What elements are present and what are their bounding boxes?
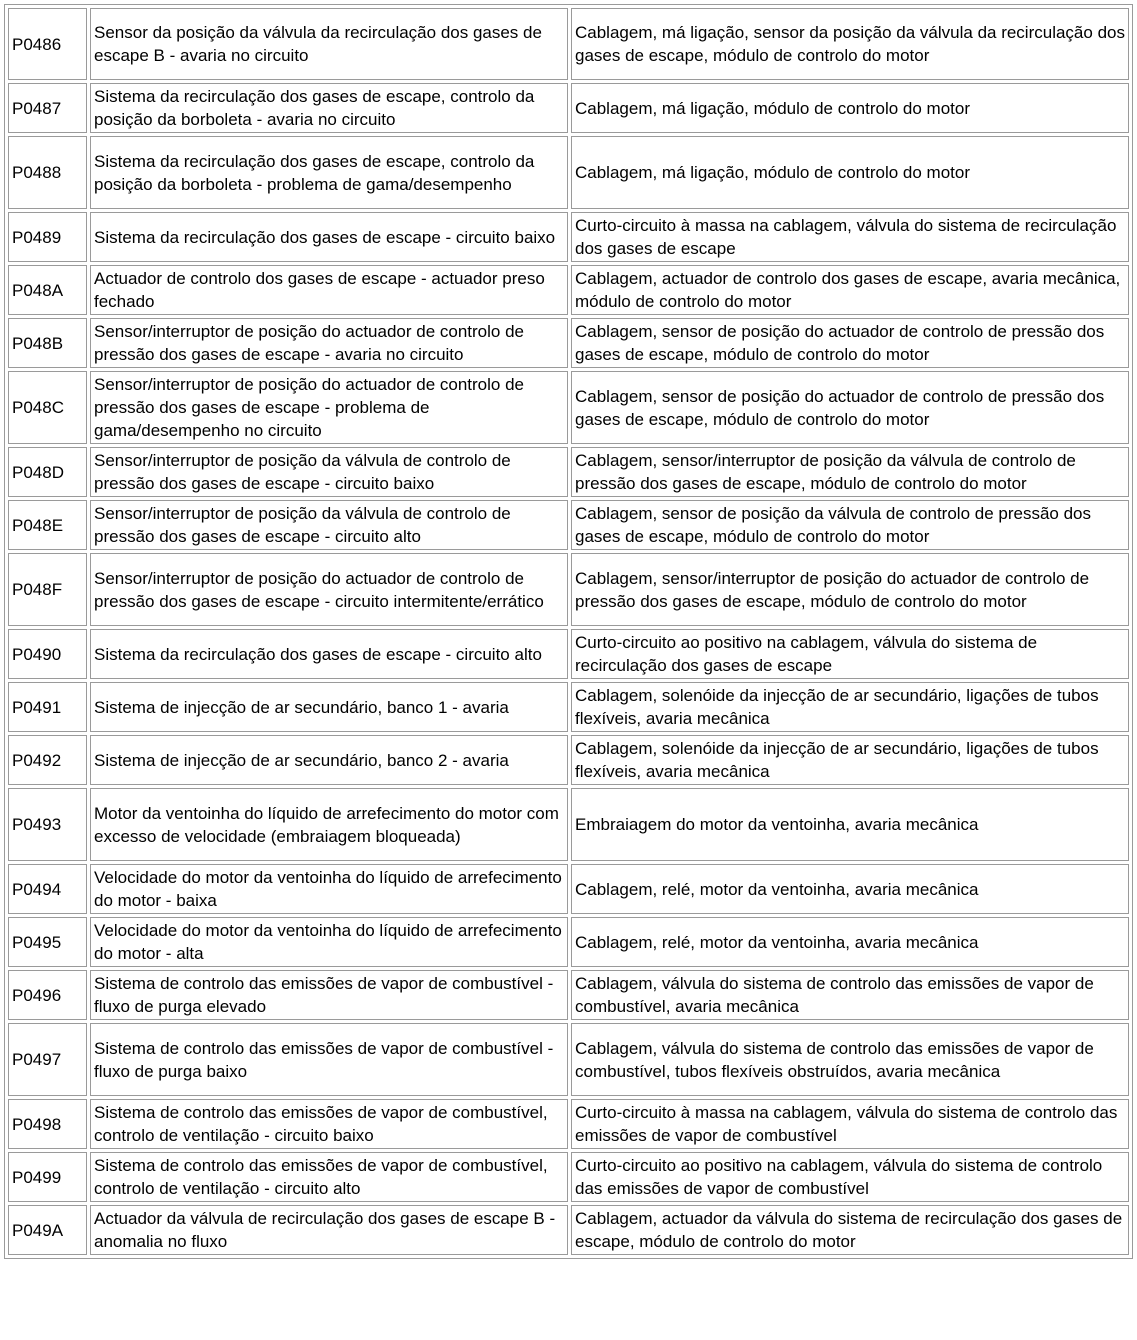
fault-code-cell: P0497 xyxy=(8,1023,87,1096)
table-row xyxy=(8,1023,1129,1096)
possible-causes-cell: Embraiagem do motor da ventoinha, avaria mecânica xyxy=(571,788,1129,861)
possible-causes-cell: Cablagem, actuador da válvula do sistema de recirculação dos gases de escape, módulo de controlo do motor xyxy=(571,1205,1129,1255)
possible-causes-cell: Cablagem, relé, motor da ventoinha, avaria mecânica xyxy=(571,917,1129,967)
fault-code-cell: P0492 xyxy=(8,735,87,785)
table-row xyxy=(8,265,1129,315)
table-row xyxy=(8,553,1129,626)
fault-code-cell: P048D xyxy=(8,447,87,497)
table-row xyxy=(8,917,1129,967)
possible-causes-cell: Cablagem, sensor de posição do actuador de controlo de pressão dos gases de escape, módulo de controlo do motor xyxy=(571,371,1129,444)
table-row xyxy=(8,500,1129,550)
fault-code-cell: P0487 xyxy=(8,83,87,133)
table-row xyxy=(8,447,1129,497)
description-cell: Sensor/interruptor de posição da válvula de controlo de pressão dos gases de escape - circuito alto xyxy=(90,500,568,550)
table-row xyxy=(8,318,1129,368)
description-cell: Sistema de injecção de ar secundário, banco 1 - avaria xyxy=(90,682,568,732)
fault-code-cell: P048C xyxy=(8,371,87,444)
description-cell: Sensor da posição da válvula da recirculação dos gases de escape B - avaria no circuito xyxy=(90,8,568,80)
possible-causes-cell: Cablagem, solenóide da injecção de ar secundário, ligações de tubos flexíveis, avaria mecânica xyxy=(571,682,1129,732)
possible-causes-cell: Cablagem, solenóide da injecção de ar secundário, ligações de tubos flexíveis, avaria mecânica xyxy=(571,735,1129,785)
possible-causes-cell: Cablagem, sensor de posição da válvula de controlo de pressão dos gases de escape, módulo de controlo do motor xyxy=(571,500,1129,550)
fault-code-cell: P0490 xyxy=(8,629,87,679)
possible-causes-cell: Curto-circuito ao positivo na cablagem, válvula do sistema de recirculação dos gases de escape xyxy=(571,629,1129,679)
table-row xyxy=(8,136,1129,209)
table-row xyxy=(8,1205,1129,1255)
table-row xyxy=(8,212,1129,262)
possible-causes-cell: Cablagem, válvula do sistema de controlo das emissões de vapor de combustível, avaria mecânica xyxy=(571,970,1129,1020)
possible-causes-cell: Cablagem, relé, motor da ventoinha, avaria mecânica xyxy=(571,864,1129,914)
description-cell: Sistema de controlo das emissões de vapor de combustível - fluxo de purga baixo xyxy=(90,1023,568,1096)
table-row xyxy=(8,682,1129,732)
fault-code-cell: P0489 xyxy=(8,212,87,262)
fault-code-cell: P0494 xyxy=(8,864,87,914)
description-cell: Sistema de controlo das emissões de vapor de combustível, controlo de ventilação - circuito alto xyxy=(90,1152,568,1202)
description-cell: Velocidade do motor da ventoinha do líquido de arrefecimento do motor - baixa xyxy=(90,864,568,914)
table-row xyxy=(8,629,1129,679)
fault-code-cell: P0499 xyxy=(8,1152,87,1202)
description-cell: Sistema de controlo das emissões de vapor de combustível, controlo de ventilação - circuito baixo xyxy=(90,1099,568,1149)
fault-code-cell: P0496 xyxy=(8,970,87,1020)
description-cell: Sistema da recirculação dos gases de escape, controlo da posição da borboleta - avaria no circuito xyxy=(90,83,568,133)
possible-causes-cell: Cablagem, sensor/interruptor de posição da válvula de controlo de pressão dos gases de escape, módulo de controlo do motor xyxy=(571,447,1129,497)
possible-causes-cell: Cablagem, sensor de posição do actuador de controlo de pressão dos gases de escape, módulo de controlo do motor xyxy=(571,318,1129,368)
possible-causes-cell: Curto-circuito ao positivo na cablagem, válvula do sistema de controlo das emissões de vapor de combustível xyxy=(571,1152,1129,1202)
table-row xyxy=(8,1152,1129,1202)
fault-code-cell: P049A xyxy=(8,1205,87,1255)
table-row xyxy=(8,788,1129,861)
description-cell: Motor da ventoinha do líquido de arrefecimento do motor com excesso de velocidade (embraiagem bloqueada) xyxy=(90,788,568,861)
description-cell: Sensor/interruptor de posição do actuador de controlo de pressão dos gases de escape - circuito intermitente/errático xyxy=(90,553,568,626)
possible-causes-cell: Curto-circuito à massa na cablagem, válvula do sistema de controlo das emissões de vapor de combustível xyxy=(571,1099,1129,1149)
possible-causes-cell: Cablagem, má ligação, sensor da posição da válvula da recirculação dos gases de escape, módulo de controlo do motor xyxy=(571,8,1129,80)
fault-code-cell: P0488 xyxy=(8,136,87,209)
description-cell: Sistema de controlo das emissões de vapor de combustível - fluxo de purga elevado xyxy=(90,970,568,1020)
fault-code-cell: P048A xyxy=(8,265,87,315)
fault-code-cell: P0495 xyxy=(8,917,87,967)
fault-code-cell: P048B xyxy=(8,318,87,368)
possible-causes-cell: Curto-circuito à massa na cablagem, válvula do sistema de recirculação dos gases de escape xyxy=(571,212,1129,262)
possible-causes-cell: Cablagem, má ligação, módulo de controlo do motor xyxy=(571,136,1129,209)
description-cell: Sistema da recirculação dos gases de escape, controlo da posição da borboleta - problema de gama/desempenho xyxy=(90,136,568,209)
description-cell: Sistema de injecção de ar secundário, banco 2 - avaria xyxy=(90,735,568,785)
fault-code-cell: P048E xyxy=(8,500,87,550)
possible-causes-cell: Cablagem, actuador de controlo dos gases de escape, avaria mecânica, módulo de controlo do motor xyxy=(571,265,1129,315)
fault-code-table xyxy=(4,4,1133,1259)
fault-code-cell: P0486 xyxy=(8,8,87,80)
table-row xyxy=(8,735,1129,785)
fault-code-cell: P0493 xyxy=(8,788,87,861)
description-cell: Velocidade do motor da ventoinha do líquido de arrefecimento do motor - alta xyxy=(90,917,568,967)
fault-code-cell: P048F xyxy=(8,553,87,626)
possible-causes-cell: Cablagem, sensor/interruptor de posição do actuador de controlo de pressão dos gases de escape, módulo de controlo do motor xyxy=(571,553,1129,626)
table-row xyxy=(8,970,1129,1020)
table-row xyxy=(8,864,1129,914)
table-row xyxy=(8,83,1129,133)
description-cell: Sensor/interruptor de posição da válvula de controlo de pressão dos gases de escape - circuito baixo xyxy=(90,447,568,497)
table-row xyxy=(8,8,1129,80)
possible-causes-cell: Cablagem, válvula do sistema de controlo das emissões de vapor de combustível, tubos flexíveis obstruídos, avaria mecânica xyxy=(571,1023,1129,1096)
description-cell: Sistema da recirculação dos gases de escape - circuito baixo xyxy=(90,212,568,262)
fault-code-cell: P0498 xyxy=(8,1099,87,1149)
description-cell: Sensor/interruptor de posição do actuador de controlo de pressão dos gases de escape - avaria no circuito xyxy=(90,318,568,368)
possible-causes-cell: Cablagem, má ligação, módulo de controlo do motor xyxy=(571,83,1129,133)
table-row xyxy=(8,1099,1129,1149)
fault-code-cell: P0491 xyxy=(8,682,87,732)
table-row xyxy=(8,371,1129,444)
description-cell: Actuador de controlo dos gases de escape - actuador preso fechado xyxy=(90,265,568,315)
description-cell: Actuador da válvula de recirculação dos gases de escape B - anomalia no fluxo xyxy=(90,1205,568,1255)
description-cell: Sensor/interruptor de posição do actuador de controlo de pressão dos gases de escape - problema de gama/desempenho no circuito xyxy=(90,371,568,444)
description-cell: Sistema da recirculação dos gases de escape - circuito alto xyxy=(90,629,568,679)
